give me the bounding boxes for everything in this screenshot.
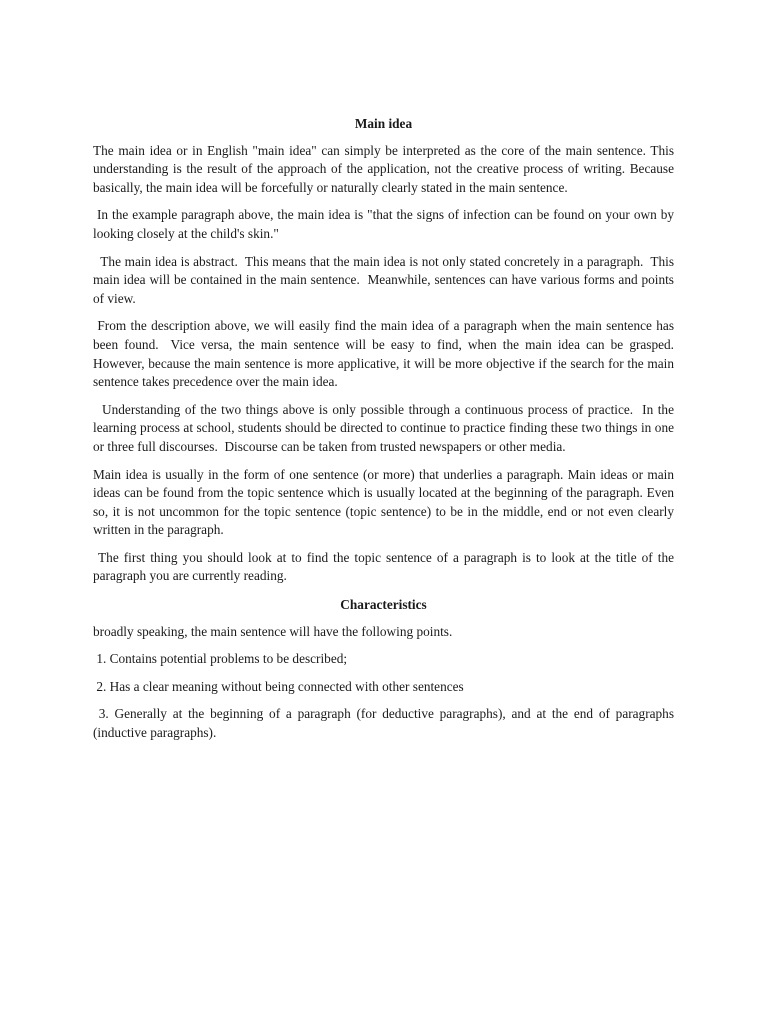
document-title: Main idea	[354, 116, 413, 131]
paragraph-3: The main idea is abstract. This means that the main idea is not only stated concretely in a paragraph. This main idea will be contained in the main sentence. Meanwhile, sentences can have various forms and points of view.	[93, 253, 678, 306]
list-item: 2. Has a clear meaning without being connected with other sentences	[93, 678, 464, 694]
list-item: 3. Generally at the beginning of a paragraph (for deductive paragraphs), and at the end of paragraphs (inductive paragraphs).	[93, 706, 678, 741]
paragraph-7: The first thing you should look at to find the topic sentence of a paragraph is to look at the title of the paragraph you are currently reading.	[93, 549, 678, 584]
section-heading: Characteristics	[340, 597, 427, 613]
paragraph-6: Main idea is usually in the form of one sentence (or more) that underlies a paragraph. Main ideas or main ideas can be found from the topic sentence which is usually located at the beginning of the paragraph. Even so, it is not uncommon for the topic sentence (topic sentence) to be in the middle, end or not even clearly written in the paragraph.	[93, 466, 674, 538]
paragraph-4: From the description above, we will easily find the main idea of a paragraph when the main sentence has been found. Vice versa, the main sentence will be easy to find, when the main idea can be grasped. However, because the main sentence is more applicative, it will be more objective if the search for the main sentence takes precedence over the main idea.	[93, 318, 681, 390]
paragraph-5: Understanding of the two things above is only possible through a continuous process of practice. In the learning process at school, students should be directed to continue to practice finding these two things in one or three full discourses. Discourse can be taken from trusted newspapers or other media.	[93, 401, 678, 454]
paragraph-1: The main idea or in English "main idea" can simply be interpreted as the core of the main sentence. This understanding is the result of the approach of the application, not the creative process of writing. Because basically, the main idea will be forcefully or naturally clearly stated in the main sentence.	[93, 142, 674, 195]
document-body	[93, 115, 681, 752]
section-intro: broadly speaking, the main sentence will have the following points.	[93, 623, 453, 639]
list-item: 1. Contains potential problems to be described;	[93, 651, 348, 667]
paragraph-2: In the example paragraph above, the main idea is "that the signs of infection can be found on your own by looking closely at the child's skin."	[93, 207, 678, 241]
